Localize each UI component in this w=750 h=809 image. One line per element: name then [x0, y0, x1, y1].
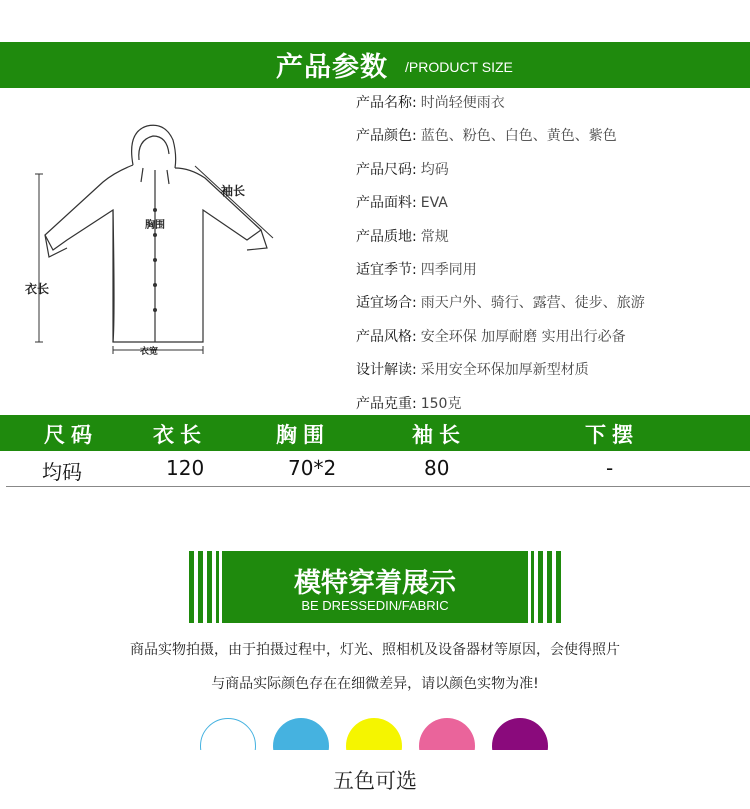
header-sleeve: 袖长 — [412, 423, 466, 447]
header-length: 衣长 — [153, 423, 207, 447]
banner-stripe — [198, 551, 203, 623]
banner-stripe — [556, 551, 561, 623]
cell-hem: - — [606, 456, 614, 480]
color-swatch-pink — [419, 718, 475, 750]
banner-stripe — [207, 551, 212, 623]
color-swatch-purple — [492, 718, 548, 750]
color-swatch-blue — [273, 718, 329, 750]
param-row: 设计解读: 采用安全环保加厚新型材质 — [356, 362, 589, 378]
notice-line-1: 商品实物拍摄，由于拍摄过程中，灯光、照相机及设备器材等原因，会使得照片 — [130, 642, 620, 658]
five-colors-caption: 五色可选 — [333, 769, 417, 793]
cell-size: 均码 — [42, 460, 82, 484]
divider — [6, 486, 750, 487]
model-subtitle: BE DRESSEDIN/FABRIC — [301, 598, 449, 613]
banner-stripe — [547, 551, 552, 623]
section-subtitle: /PRODUCT SIZE — [405, 59, 513, 75]
color-swatches — [0, 718, 750, 750]
param-row: 产品颜色: 蓝色、粉色、白色、黄色、紫色 — [356, 128, 617, 144]
model-title: 模特穿着展示 — [294, 568, 456, 599]
length-label: 衣长 — [25, 282, 50, 296]
banner-stripe — [531, 551, 534, 623]
section-title: 产品参数 — [276, 52, 388, 83]
width-label: 衣宽 — [140, 347, 159, 357]
notice-line-2: 与商品实际颜色存在在细微差异，请以颜色实物为准! — [211, 676, 539, 692]
header-chest: 胸围 — [276, 423, 330, 447]
color-swatch-white — [200, 718, 256, 750]
cell-length: 120 — [166, 456, 205, 480]
model-display-banner — [189, 551, 561, 623]
param-row: 产品名称: 时尚轻便雨衣 — [356, 95, 505, 111]
param-row: 产品克重: 150克 — [356, 396, 462, 412]
cell-sleeve: 80 — [424, 456, 450, 480]
model-title-box — [222, 551, 528, 623]
raincoat-size-diagram — [15, 110, 295, 370]
param-row: 产品面料: EVA — [356, 195, 448, 211]
sleeve-label: 袖长 — [221, 184, 246, 198]
header-hem: 下摆 — [585, 423, 639, 447]
param-row: 适宜季节: 四季同用 — [356, 262, 477, 278]
color-swatch-yellow — [346, 718, 402, 750]
param-row: 产品风格: 安全环保 加厚耐磨 实用出行必备 — [356, 329, 626, 345]
param-row: 产品尺码: 均码 — [356, 162, 449, 178]
banner-stripe — [538, 551, 543, 623]
chest-label: 胸围 — [145, 220, 165, 231]
banner-stripe — [189, 551, 194, 623]
cell-chest: 70*2 — [288, 456, 337, 480]
header-size: 尺码 — [44, 423, 98, 447]
param-row: 产品质地: 常规 — [356, 229, 449, 245]
size-table-header — [0, 415, 750, 451]
product-params-banner — [0, 42, 750, 88]
param-row: 适宜场合: 雨天户外、骑行、露营、徒步、旅游 — [356, 295, 645, 311]
banner-stripe — [216, 551, 219, 623]
